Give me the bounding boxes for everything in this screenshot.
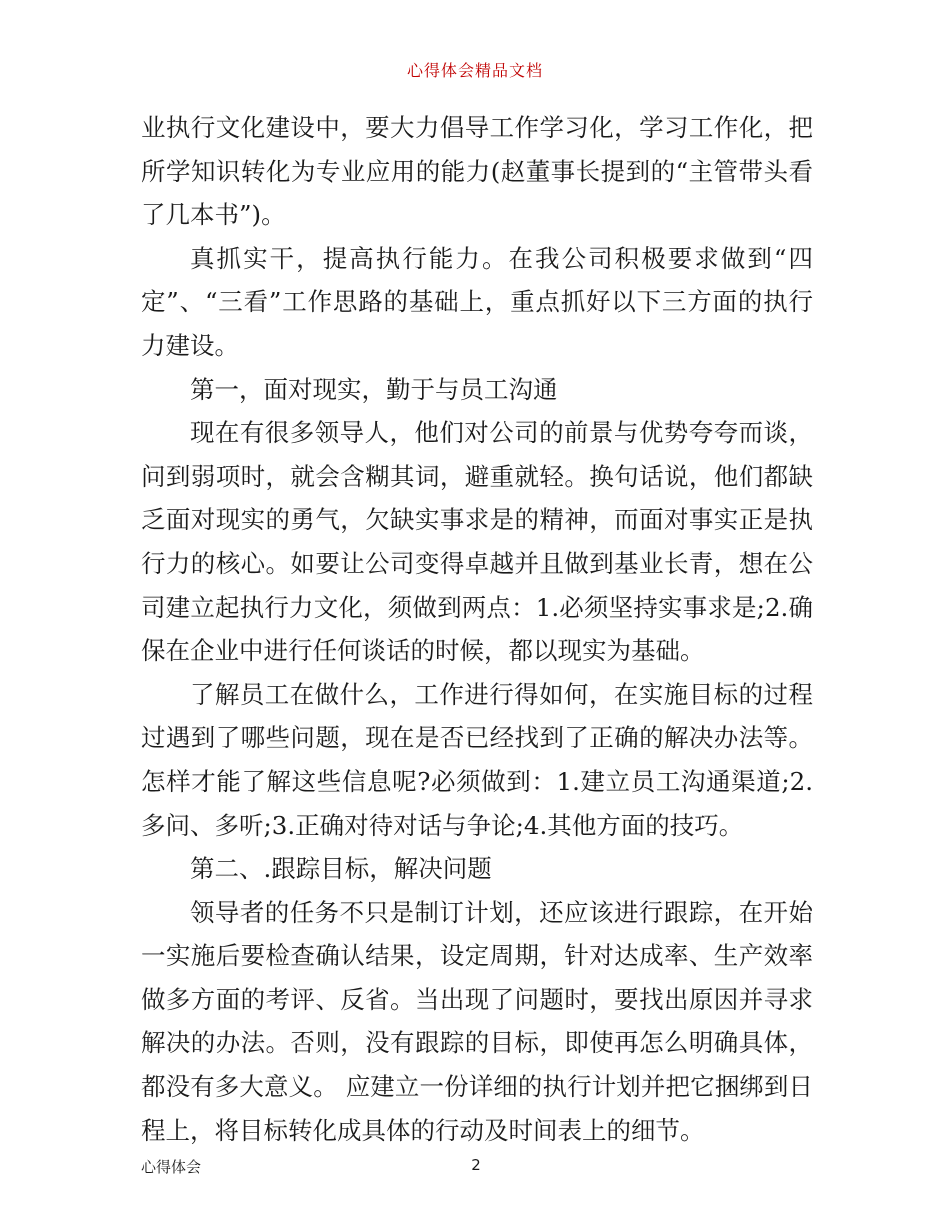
paragraph-execution: 真抓实干，提高执行能力。在我公司积极要求做到“四定”、“三看”工作思路的基础上，重点抓好以下三方面的执行力建设。: [141, 243, 813, 360]
footer-label: 心得体会: [141, 1158, 202, 1176]
paragraph-reality: 现在有很多领导人，他们对公司的前景与优势夸夸而谈，问到弱项时，就会含糊其词，避重就轻。换句话说，他们都缺乏面对现实的勇气，欠缺实事求是的精神，而面对事实正是执行力的核心。如要让公司变得卓越并且做到基业长青，想在公司建立起执行力文化，须做到两点：1.必须坚持实事求是;2.确保在企业中进行任何谈话的时候，都以现实为基础。: [141, 418, 813, 666]
document-header-title: 心得体会精品文档: [406, 61, 543, 80]
paragraph-continued: 业执行文化建设中，要大力倡导工作学习化，学习工作化，把所学知识转化为专业应用的能力(赵董事长提到的“主管带头看了几本书”)。: [141, 113, 813, 230]
document-body: [141, 106, 813, 1152]
section-heading-first: 第一，面对现实，勤于与员工沟通: [190, 374, 558, 404]
paragraph-understand-staff: 了解员工在做什么，工作进行得如何，在实施目标的过程过遇到了哪些问题，现在是否已经找到了正确的解决办法等。怎样才能了解这些信息呢?必须做到：1.建立员工沟通渠道;2.多问、多听;3.正确对待对话与争论;4.其他方面的技巧。: [141, 679, 813, 840]
paragraph-tracking: 领导者的任务不只是制订计划，还应该进行跟踪，在开始一实施后要检查确认结果，设定周期，针对达成率、生产效率做多方面的考评、反省。当出现了问题时，要找出原因并寻求解决的办法。否则，没有跟踪的目标，即使再怎么明确具体，都没有多大意义。 应建立一份详细的执行计划并把它捆绑到日程上，将目标转化成具体的行动及时间表上的细节。: [141, 897, 813, 1145]
page-number: 2: [471, 1156, 481, 1174]
section-heading-second: 第二、.跟踪目标，解决问题: [190, 854, 492, 884]
